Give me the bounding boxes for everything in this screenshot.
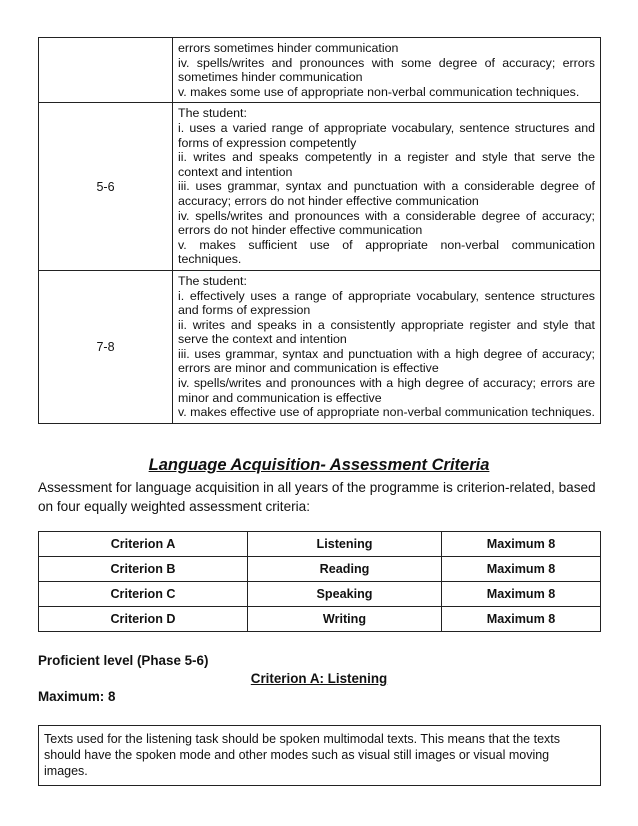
descriptor-line: ii. writes and speaks in a consistently appropriate register and style that serve the context and intention: [178, 317, 595, 347]
descriptor-line: ii. writes and speaks competently in a register and style that serve the context and intention: [178, 150, 595, 179]
criteria-table: [38, 531, 601, 632]
intro-paragraph: Assessment for language acquisition in all years of the programme is criterion-related, based on four equally weighted assessment criteria:: [38, 480, 596, 514]
descriptor-line: i. effectively uses a range of appropriate vocabulary, sentence structures and forms of expression: [178, 288, 595, 318]
rubric-descriptor: [173, 38, 601, 103]
criteria-row: [39, 532, 601, 557]
descriptor-line: The student:: [178, 106, 247, 121]
descriptor-line: iv. spells/writes and pronounces with a considerable degree of accuracy; errors do not hinder effective communication: [178, 208, 595, 238]
criterion-maximum: Maximum 8: [442, 532, 601, 557]
criterion-maximum: Maximum 8: [442, 582, 601, 607]
maximum-label: Maximum: 8: [38, 689, 116, 704]
rubric-level: [39, 38, 173, 103]
criterion-title: Criterion A: Listening: [250, 671, 388, 686]
criteria-row: [39, 582, 601, 607]
criterion-maximum: Maximum 8: [442, 557, 601, 582]
descriptor-line: v. makes sufficient use of appropriate non-verbal communication techniques.: [178, 237, 595, 267]
criterion-maximum: Maximum 8: [442, 607, 601, 632]
criterion-name: Criterion C: [39, 582, 248, 607]
criteria-row: [39, 557, 601, 582]
rubric-row: [39, 103, 601, 271]
criterion-skill: Listening: [248, 532, 442, 557]
descriptor-line: iv. spells/writes and pronounces with a high degree of accuracy; errors are minor and communication is effective: [178, 376, 595, 405]
descriptor-line: The student:: [178, 273, 247, 288]
rubric-level: 5-6: [39, 103, 173, 271]
descriptor-line: v. makes effective use of appropriate non-verbal communication techniques.: [178, 405, 595, 420]
criterion-name: Criterion A: [39, 532, 248, 557]
criterion-name: Criterion D: [39, 607, 248, 632]
rubric-row: [39, 38, 601, 103]
rubric-row: [39, 270, 601, 423]
criterion-skill: Reading: [248, 557, 442, 582]
descriptor-line: v. makes some use of appropriate non-verbal communication techniques.: [178, 84, 580, 99]
rubric-table: [38, 37, 601, 424]
criterion-name: Criterion B: [39, 557, 248, 582]
rubric-level: 7-8: [39, 270, 173, 423]
rubric-descriptor: [173, 270, 601, 423]
criteria-row: [39, 607, 601, 632]
descriptor-line: iii. uses grammar, syntax and punctuation with a considerable degree of accuracy; errors do not hinder effective communication: [178, 179, 595, 208]
listening-note-box: Texts used for the listening task should be spoken multimodal texts. This means that the texts should have the spoken mode and other modes such as visual still images or visual moving images.: [38, 725, 601, 786]
descriptor-line: errors sometimes hinder communication: [178, 41, 399, 55]
criterion-skill: Writing: [248, 607, 442, 632]
criterion-skill: Speaking: [248, 582, 442, 607]
descriptor-line: i. uses a varied range of appropriate vocabulary, sentence structures and forms of expression competently: [178, 120, 595, 150]
descriptor-line: iv. spells/writes and pronounces with some degree of accuracy; errors sometimes hinder communication: [178, 55, 595, 85]
descriptor-line: iii. uses grammar, syntax and punctuation with a high degree of accuracy; errors are minor and communication is effective: [178, 346, 595, 376]
rubric-descriptor: [173, 103, 601, 271]
section-heading: Language Acquisition- Assessment Criteria: [148, 456, 490, 474]
proficient-level-label: Proficient level (Phase 5-6): [38, 653, 209, 668]
